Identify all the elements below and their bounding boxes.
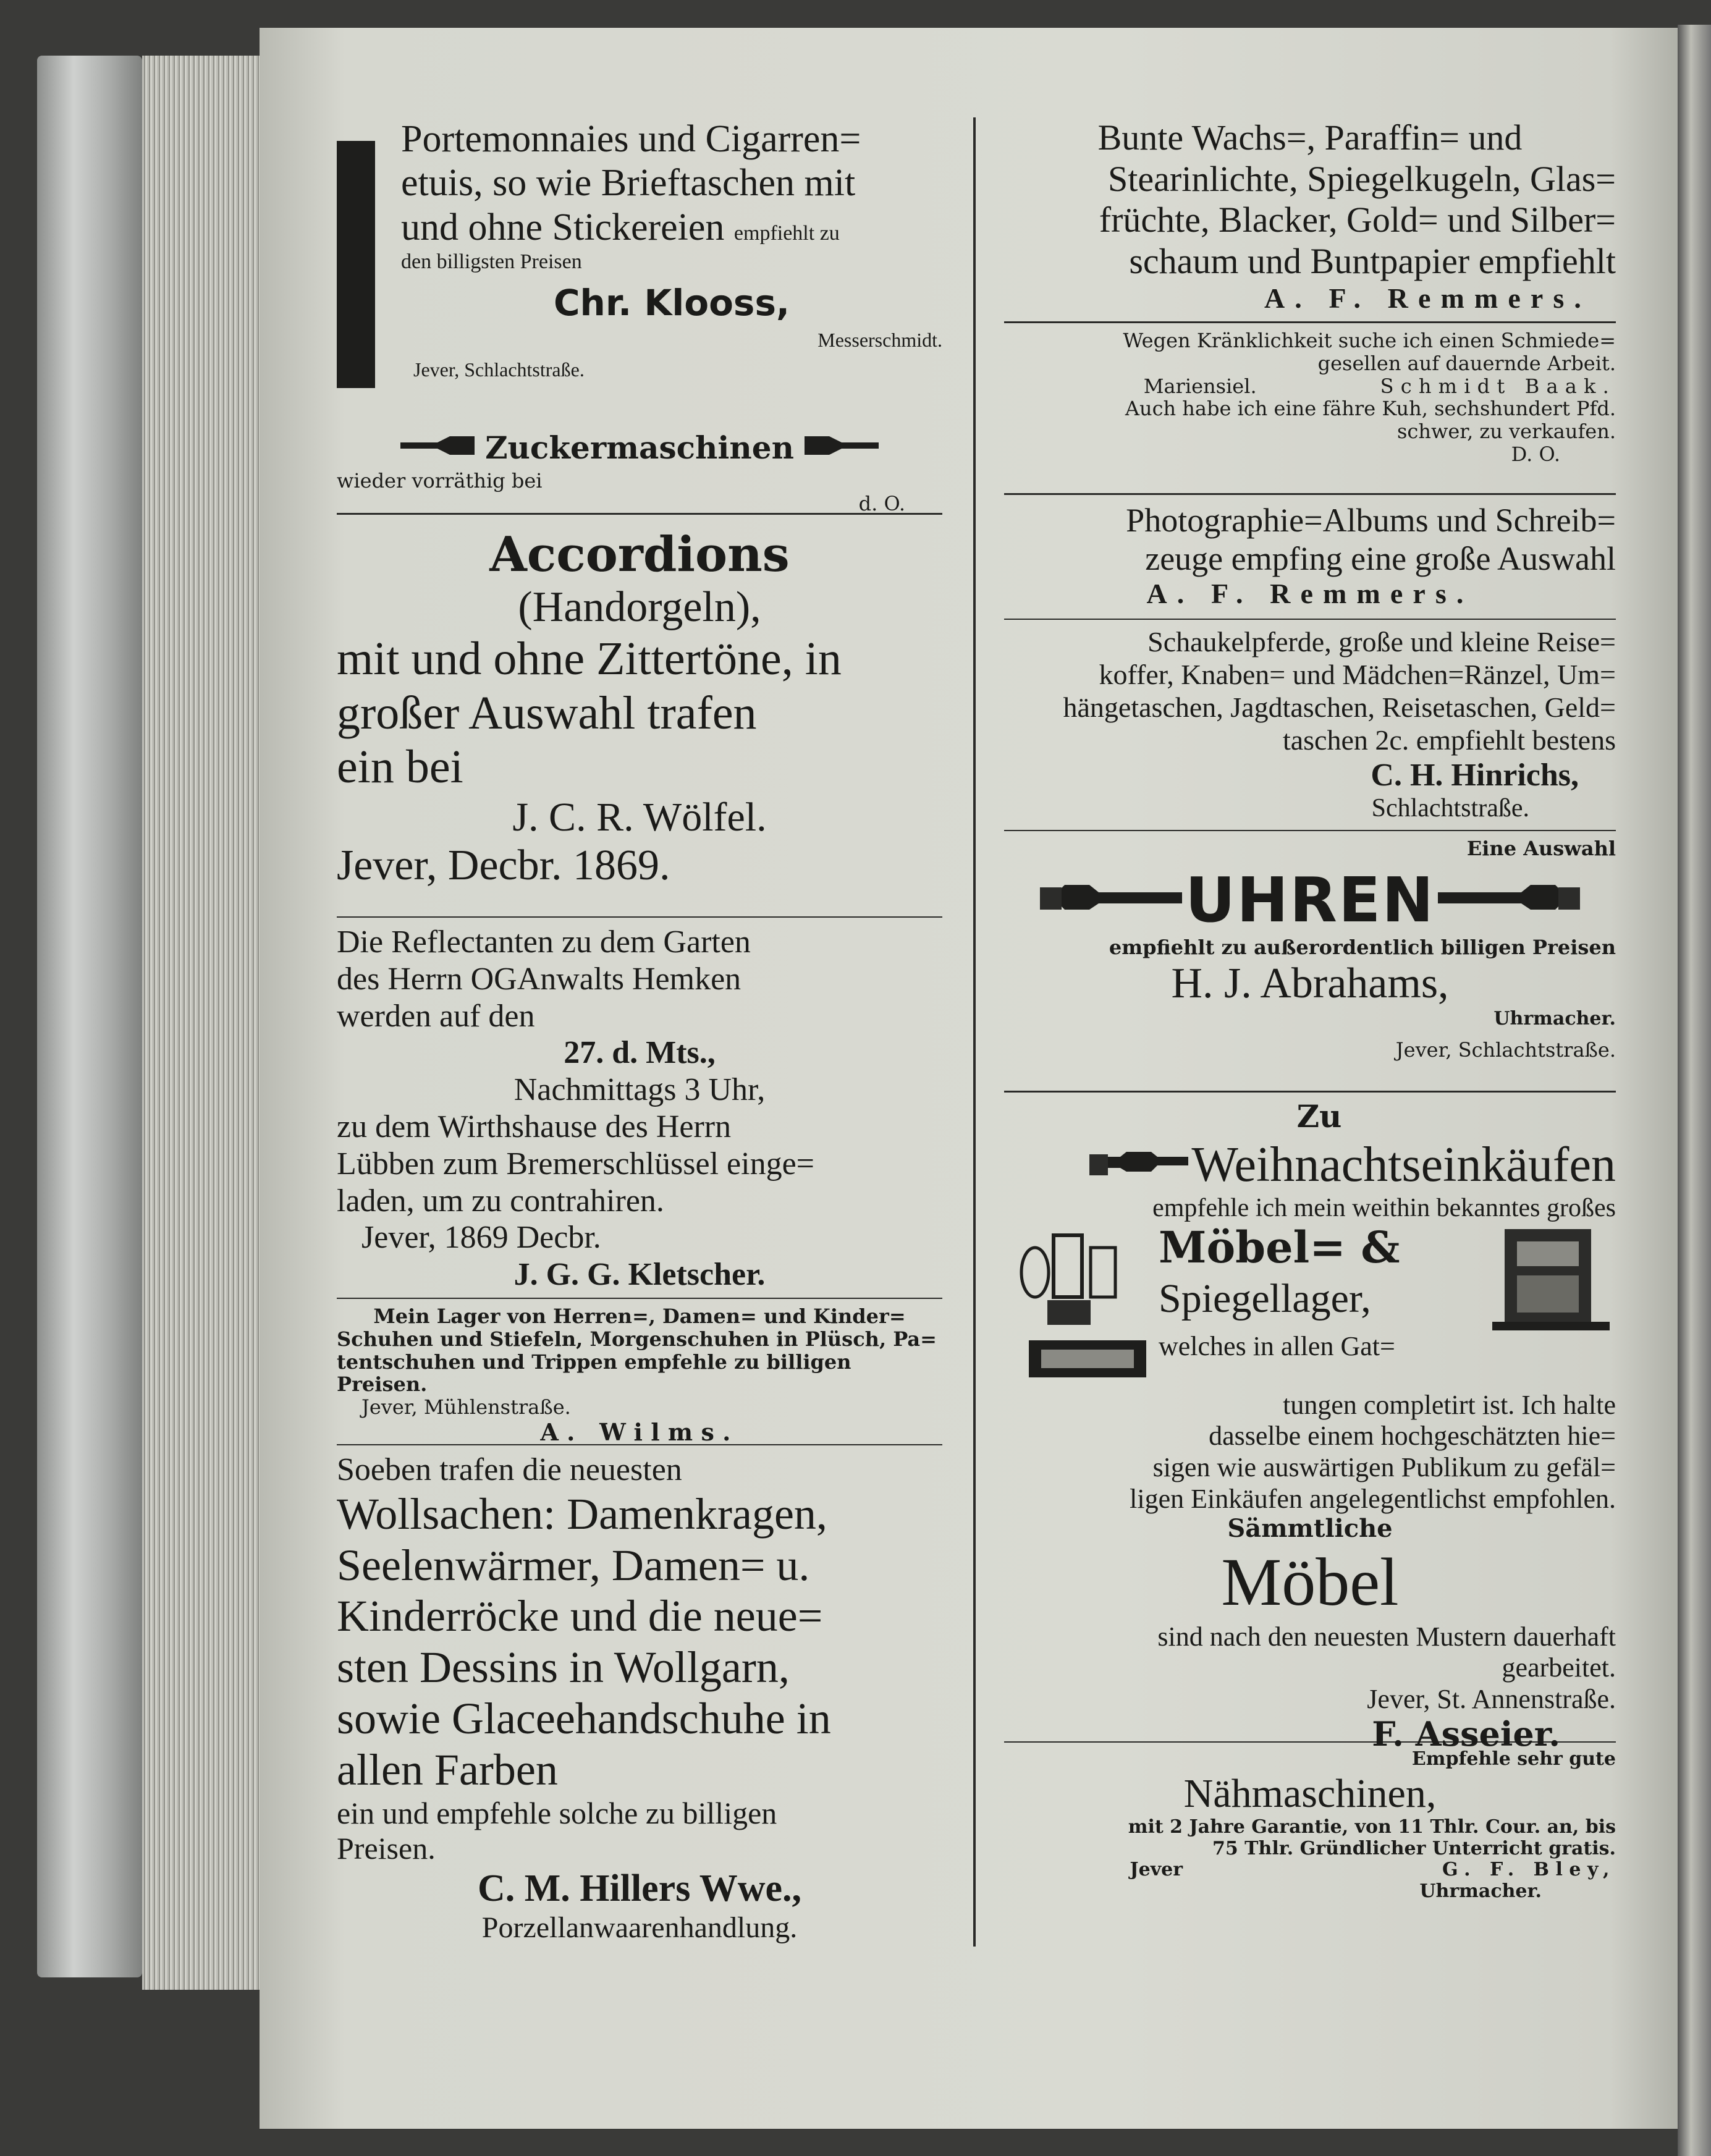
ad-kletscher xyxy=(337,924,942,1291)
ad-line: hängetaschen, Jagdtaschen, Reisetaschen, Geld= xyxy=(1063,691,1616,723)
ad-line: empfiehlt zu xyxy=(733,221,840,245)
advertiser-trade: Messerschmidt. xyxy=(817,328,942,351)
ad-line: früchte, Blacker, Gold= und Silber= xyxy=(1099,200,1616,240)
ad-line: gearbeitet. xyxy=(1502,1652,1616,1683)
advertiser-place: Schlachtstraße. xyxy=(1371,794,1529,823)
ad-line: großer Auswahl trafen xyxy=(337,687,757,739)
ad-line: 75 Thlr. Gründlicher Unterricht gratis. xyxy=(1212,1837,1616,1859)
ad-line: zeuge empfing eine große Auswahl xyxy=(1145,540,1616,578)
book-spine xyxy=(37,56,142,1977)
advertiser-name: A. F. Remmers. xyxy=(1264,282,1591,314)
advertiser-name: F. Asseier. xyxy=(1372,1714,1560,1754)
ad-heading: Nähmaschinen, xyxy=(1183,1770,1437,1816)
ad-line: tungen completirt ist. Ich halte xyxy=(1283,1389,1616,1420)
ad-wilms xyxy=(337,1304,942,1446)
pointing-hand-icon xyxy=(1438,874,1580,926)
ad-line: Die Reflectanten zu dem Garten xyxy=(337,924,751,960)
advertiser-trade: Uhrmacher. xyxy=(1419,1880,1542,1902)
advertiser-place: Jever, Schlachtstraße. xyxy=(1395,1038,1616,1062)
ad-line: empfehle ich mein weithin bekanntes großes xyxy=(1152,1193,1616,1222)
ad-bigword: Spiegellager, xyxy=(1159,1275,1371,1321)
advertiser-name: A. Wilms. xyxy=(540,1418,739,1446)
ad-bigword: Möbel xyxy=(1221,1544,1399,1620)
separator xyxy=(337,1298,942,1299)
advertiser-name: J. G. G. Kletscher. xyxy=(513,1257,766,1293)
ad-remmers-albums xyxy=(1004,501,1616,612)
ad-line: des Herrn OGAnwalts Hemken xyxy=(337,961,741,997)
ad-hinrichs xyxy=(1004,626,1616,824)
ad-line: Portemonnaies und Cigarren= xyxy=(401,118,861,160)
right-column xyxy=(1004,117,1616,1902)
ad-line: Wollsachen: Damenkragen, xyxy=(337,1489,827,1539)
advertiser-name: C. M. Hillers Wwe., xyxy=(477,1867,802,1909)
ad-remmers-lights xyxy=(1004,117,1616,315)
ad-line: tentschuhen und Trippen empfehle zu billigen Preisen. xyxy=(337,1350,851,1397)
ad-line: werden auf den xyxy=(337,998,535,1034)
advertiser-name: C. H. Hinrichs, xyxy=(1371,757,1579,793)
ad-line: taschen 2c. empfiehlt bestens xyxy=(1282,724,1616,756)
separator xyxy=(1004,1091,1616,1093)
ad-line: ein und empfehle solche zu billigen xyxy=(337,1795,777,1830)
pointing-hand-icon xyxy=(805,431,879,470)
ad-line: Schuhen und Stiefeln, Morgenschuhen in Plüsch, Pa= xyxy=(337,1327,937,1351)
separator xyxy=(1004,830,1616,831)
ad-dateline: Jever, Decbr. 1869. xyxy=(337,842,670,890)
advertiser-name: H. J. Abrahams, xyxy=(1171,959,1449,1007)
separator xyxy=(1004,321,1616,323)
ad-klooss xyxy=(337,117,942,429)
ad-heading: Weihnachtseinkäufen xyxy=(1191,1137,1616,1192)
left-column xyxy=(337,117,942,1944)
ad-hillers xyxy=(337,1452,942,1944)
ad-line: empfiehlt zu außerordentlich billigen Preisen xyxy=(1109,935,1616,959)
advertiser-name: A. F. Remmers. xyxy=(1146,578,1474,610)
ad-line: sigen wie auswärtigen Publikum zu gefäl= xyxy=(1152,1452,1616,1482)
ad-bley xyxy=(1004,1748,1616,1902)
cabinet-illustration-icon xyxy=(1486,1223,1616,1337)
ad-line: Preisen. xyxy=(337,1831,436,1866)
ad-line: Kinderröcke und die neue= xyxy=(337,1591,823,1641)
ad-baak xyxy=(1004,329,1616,487)
ad-line: schwer, zu verkaufen. xyxy=(1397,420,1616,444)
ad-intro: Empfehle sehr gute xyxy=(1411,1748,1616,1770)
page-edges xyxy=(142,56,260,1990)
ad-dateline: Jever, 1869 Decbr. xyxy=(361,1220,601,1256)
ad-line: Schaukelpferde, große und kleine Reise= xyxy=(1147,626,1616,657)
decorative-bar xyxy=(337,141,375,388)
advertiser-name: D. O. xyxy=(1511,442,1560,466)
ad-line: mit und ohne Zittertöne, in xyxy=(337,633,842,685)
ad-line: zu dem Wirthshause des Herrn xyxy=(337,1109,732,1144)
advertiser-place: Jever, Schlachtstraße. xyxy=(413,358,585,381)
advertiser-place: Jever xyxy=(1130,1859,1183,1881)
ad-time: Nachmittags 3 Uhr, xyxy=(513,1072,766,1108)
ad-line: allen Farben xyxy=(337,1744,558,1795)
ad-heading: Zuckermaschinen xyxy=(485,429,794,466)
advertiser-place: Jever, Mühlenstraße. xyxy=(361,1395,571,1419)
ad-line: laden, um zu contrahiren. xyxy=(337,1183,664,1219)
ad-line: koffer, Knaben= und Mädchen=Ränzel, Um= xyxy=(1099,658,1616,690)
ad-date: 27. d. Mts., xyxy=(564,1035,716,1071)
ad-line: ein bei xyxy=(337,740,463,793)
ad-title: Accordions xyxy=(489,526,790,583)
ad-line: dasselbe einem hochgeschätzten hie= xyxy=(1209,1421,1616,1452)
ad-line: Seelenwärmer, Damen= u. xyxy=(337,1540,810,1590)
ad-line: Sämmtliche xyxy=(1227,1514,1393,1544)
ad-line: Soeben trafen die neuesten xyxy=(337,1452,682,1487)
ad-asseier xyxy=(1004,1098,1616,1754)
ad-bigword: Möbel= & xyxy=(1159,1221,1400,1273)
ad-line: und ohne Stickereien xyxy=(401,206,725,248)
advertiser-place: Mariensiel. xyxy=(1143,374,1257,398)
ad-line: Lübben zum Bremerschlüssel einge= xyxy=(337,1146,814,1182)
ad-line: sten Dessins in Wollgarn, xyxy=(337,1642,790,1693)
ad-line: sind nach den neuesten Mustern dauerhaft xyxy=(1157,1621,1616,1652)
advertiser-name: d. O. xyxy=(858,491,905,515)
ad-line: schaum und Buntpapier empfiehlt xyxy=(1129,241,1616,282)
mirror-illustration-icon xyxy=(1016,1229,1128,1337)
ad-heading: UHREN xyxy=(1185,863,1435,936)
ad-line: Zu xyxy=(1296,1098,1342,1135)
ad-line: Bunte Wachs=, Paraffin= und xyxy=(1097,117,1523,158)
ad-line: gesellen auf dauernde Arbeit. xyxy=(1317,351,1616,375)
ad-line: sowie Glaceehandschuhe in xyxy=(337,1693,831,1743)
ad-line: Wegen Kränklichkeit suche ich einen Schmiede= xyxy=(1123,329,1616,352)
ad-line: mit 2 Jahre Garantie, von 11 Thlr. Cour. an, bis xyxy=(1128,1816,1616,1838)
ad-accordions xyxy=(337,527,942,910)
ad-line: wieder vorräthig bei xyxy=(337,469,543,492)
separator xyxy=(1004,619,1616,620)
ad-abrahams xyxy=(1004,837,1616,1084)
advertiser-place: Jever, St. Annenstraße. xyxy=(1367,1683,1616,1714)
ad-line: Photographie=Albums und Schreib= xyxy=(1126,502,1616,539)
column-divider xyxy=(973,117,976,1947)
separator xyxy=(337,916,942,918)
ad-intro: Eine Auswahl xyxy=(1466,837,1616,860)
sofa-illustration-icon xyxy=(1029,1334,1146,1392)
pointing-hand-icon xyxy=(1089,1142,1188,1188)
separator xyxy=(1004,493,1616,495)
ad-line: den billigsten Preisen xyxy=(401,250,582,273)
advertiser-name: G. F. Bley, xyxy=(1442,1859,1616,1881)
ad-line: Mein Lager von Herren=, Damen= und Kinder= xyxy=(373,1304,906,1328)
ad-subtitle: (Handorgeln), xyxy=(518,583,761,631)
facing-page-edge xyxy=(1678,25,1711,2156)
advertiser-name: Schmidt Baak. xyxy=(1380,374,1616,398)
pointing-hand-icon xyxy=(400,431,475,470)
advertiser-name: Chr. Klooss, xyxy=(553,281,790,324)
advertiser-name: J. C. R. Wölfel. xyxy=(512,795,767,840)
ad-line: Stearinlichte, Spiegelkugeln, Glas= xyxy=(1108,158,1616,199)
ad-line: etuis, so wie Brieftaschen mit xyxy=(401,162,856,205)
ad-zuckermaschinen xyxy=(337,429,942,515)
advertiser-trade: Uhrmacher. xyxy=(1493,1008,1616,1030)
ad-line: welches in allen Gat= xyxy=(1159,1330,1395,1361)
pointing-hand-icon xyxy=(1040,874,1182,926)
advertiser-trade: Porzellanwaarenhandlung. xyxy=(481,1911,798,1944)
ad-line: ligen Einkäufen angelegentlichst empfohlen. xyxy=(1130,1483,1616,1514)
ad-line: Auch habe ich eine fähre Kuh, sechshundert Pfd. xyxy=(1125,397,1616,421)
